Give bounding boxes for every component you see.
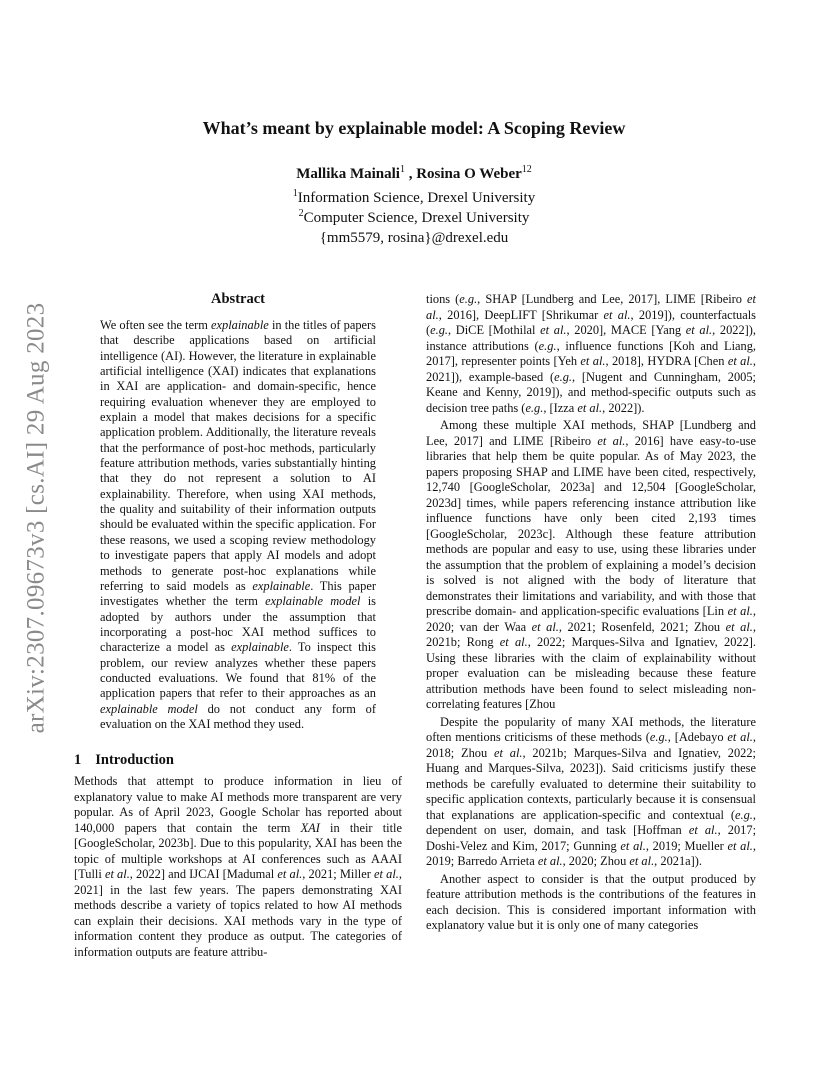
body-emphasis: et al. — [577, 400, 603, 415]
body-emphasis: e.g. — [538, 338, 557, 353]
abstract-emphasis: explainable — [231, 640, 289, 655]
body-emphasis: e.g. — [649, 730, 668, 744]
body-emphasis: et al. — [104, 867, 130, 881]
body-emphasis: et al. — [531, 619, 559, 634]
abstract-text: in the titles of papers that describe applications based on artificial intelligence (AI). However, the literature in explainable artificial intelligence (XAI) indicates that explanations in XAI are application- and domain-specific, hence requiring evaluation whenever they are employed to explain a model that makes decisions for a specific application problem. Additionally, the literature reveals that the performance of post-hoc methods, particularly feature attribution methods, varies substantially hinting that they do not represent a solution to AI explainability. Therefore, when using XAI methods, the quality and suitability of their information outputs should be evaluated within the specific application. For these reasons, we used a scoping review methodology to investigate papers that apply AI models and adopt methods to generate post-hoc explanations while referring to said models as — [100, 318, 376, 593]
affiliation-1 — [0, 188, 828, 207]
body-text: , influence functions [Koh and Liang, 2017], representer points [Yeh — [426, 338, 756, 368]
body-text: , [Adebayo — [667, 730, 728, 744]
abstract-emphasis: explainable — [252, 578, 311, 593]
section-heading-introduction — [74, 752, 174, 769]
author-2-affiliation-mark: 12 — [521, 164, 532, 175]
paper-title: What’s meant by explainable model: A Scoping Review — [202, 118, 626, 138]
affiliation-2-mark: 2 — [298, 208, 304, 219]
body-emphasis: et al. — [597, 433, 626, 448]
body-emphasis: et al. — [426, 292, 756, 322]
body-text: , 2018], HYDRA [Chen — [605, 354, 728, 368]
body-text: , 2021; Miller — [302, 867, 375, 881]
body-emphasis: et al. — [494, 745, 523, 760]
body-emphasis: et al. — [727, 730, 753, 744]
body-text: , 2022]). — [602, 400, 645, 415]
body-text: , 2021]), example-based ( — [426, 354, 757, 384]
body-emphasis: et al. — [537, 854, 563, 868]
abstract-heading: Abstract — [211, 291, 265, 307]
author-1-affiliation-mark: 1 — [399, 164, 405, 175]
abstract-text: do not conduct any form of evaluation on the XAI method they used. — [100, 701, 376, 731]
abstract-text: . To inspect this problem, our review analyzes whether these papers conducted evaluations. We found that 81% of the application papers that refer to their approaches as an — [100, 640, 376, 701]
body-emphasis: e.g. — [554, 369, 572, 384]
abstract-text: is adopted by authors under the assumption that incorporating a post-hoc XAI method suffices to characterize a model as — [100, 594, 376, 655]
author-1-name: Mallika Mainali — [296, 166, 400, 182]
body-text: , [Nugent and Cunningham, 2005; Keane and Kenny, 2019]), and method-specific outputs such as decision tree paths ( — [426, 369, 756, 415]
body-text: , 2021; Rosenfeld, 2021; Zhou — [558, 619, 726, 634]
body-emphasis: XAI — [300, 820, 320, 835]
affiliation-1-text: Information Science, Drexel University — [297, 190, 536, 206]
body-emphasis: et al. — [580, 354, 606, 368]
body-text: , 2022]), instance attributions ( — [426, 323, 757, 353]
body-emphasis: et al. — [727, 354, 753, 368]
body-text: , 2020; van der Waa — [426, 604, 757, 634]
right-paragraph-3 — [426, 715, 756, 870]
body-emphasis: et al. — [727, 838, 753, 853]
body-text: , 2016] have easy-to-use libraries that help them be quite popular. As of May 2023, the papers proposing SHAP and LIME have been cited, respectively, 12,740 [GoogleScholar, 2023a] and 12,504 [GoogleScholar, 2023d] times, while papers referencing instance attribution like influence functions have only been cited 2,193 times [GoogleScholar, 2023c]. Although these feature attribution methods are popular and easy to use, using these libraries under the assumption that the problem of explaining a model’s decision is solved is not aligned with the body of literature that demonstrates their limitations and variability, and with those that prescribe domain- and application-specific evaluations [Lin — [426, 433, 756, 618]
body-text: , 2019; Barredo Arrieta — [426, 838, 756, 868]
body-text: , 2021b; Marques-Silva and Ignatiev, 2022; Huang and Marques-Silva, 2023]). Said criticisms justify these methods be carefully evaluated to determine their suitability to specific application contexts, particularly because it is consensual that explanations are application-specific and contextual ( — [426, 745, 756, 822]
body-text: , 2016], DeepLIFT [Shrikumar — [438, 307, 604, 322]
author-line — [0, 164, 828, 183]
body-text: , 2020; Zhou — [562, 854, 630, 868]
body-emphasis: et al. — [725, 619, 753, 634]
body-emphasis: et al. — [374, 867, 399, 881]
body-emphasis: et al. — [499, 635, 528, 649]
author-separator: , — [404, 166, 417, 182]
body-text: , DiCE [Mothilal — [448, 323, 541, 337]
body-text: , 2022] and IJCAI [Madumal — [129, 867, 278, 881]
abstract-emphasis: explainable model — [100, 701, 198, 716]
body-emphasis: e.g. — [525, 400, 544, 415]
body-text: Despite the popularity of many XAI methods, the literature often mentions criticisms of these methods ( — [426, 714, 756, 744]
right-paragraph-1 — [426, 292, 756, 416]
abstract-emphasis: explainable model — [265, 594, 361, 609]
author-email: {mm5579, rosina}@drexel.edu — [319, 230, 509, 246]
body-text: , dependent on user, domain, and task [Hoffman — [426, 807, 756, 837]
arxiv-identifier: arXiv:2307.09673v3 [cs.AI] 29 Aug 2023 — [22, 302, 50, 734]
body-emphasis: et al. — [688, 823, 718, 837]
section-title: Introduction — [95, 752, 174, 768]
body-text: , [Izza — [543, 400, 578, 415]
body-text: , 2019]), counterfactuals ( — [426, 307, 756, 337]
body-emphasis: et al. — [603, 307, 631, 322]
introduction-body — [74, 774, 402, 960]
body-text: , 2018; Zhou — [426, 730, 756, 760]
arxiv-side-stamp — [14, 288, 58, 748]
abstract-body — [100, 318, 376, 732]
body-text: , 2020], MACE [Yang — [566, 323, 686, 337]
abstract-text: We often see the term — [100, 318, 211, 332]
body-emphasis: et al. — [685, 323, 713, 337]
abstract-text: . This paper investigates whether the term — [100, 578, 376, 609]
affiliation-1-mark: 1 — [292, 188, 298, 199]
body-emphasis: et al. — [540, 323, 567, 337]
affiliation-2 — [0, 208, 828, 227]
body-text: , SHAP [Lundberg and Lee, 2017], LIME [Ribeiro — [477, 292, 748, 306]
body-emphasis: et al. — [277, 867, 303, 881]
body-text: , 2022; Marques-Silva and Ignatiev, 2022]. Using these libraries with the claim of explainability without proper evaluation can be misleading because these feature attribution methods have been found to select misleading non-correlating features [Zhou — [426, 635, 757, 711]
body-text: Another aspect to consider is that the output produced by feature attribution methods is the contributions of the features in each decision. This is considered important information with explanatory value but it is only one of many categories — [426, 871, 756, 932]
affiliation-2-text: Computer Science, Drexel University — [303, 210, 530, 226]
abstract-emphasis: explainable — [211, 318, 269, 332]
body-emphasis: e.g. — [459, 292, 478, 306]
body-emphasis: e.g. — [430, 323, 449, 337]
body-text: , 2017; Doshi-Velez and Kim, 2017; Gunning — [426, 823, 757, 853]
body-text: , 2021b; Rong — [426, 619, 756, 649]
author-2-name: Rosina O Weber — [416, 166, 522, 182]
body-text: Among these multiple XAI methods, SHAP [Lundberg and Lee, 2017] and LIME [Ribeiro — [426, 418, 756, 448]
body-emphasis: e.g. — [735, 807, 753, 822]
introduction-paragraph — [74, 774, 402, 960]
right-column-body — [426, 292, 756, 934]
body-text: Methods that attempt to produce information in lieu of explanatory value to make AI methods more transparent are very popular. As of April 2023, Google Scholar has reported about 140,000 papers that contain the term — [74, 774, 402, 835]
right-paragraph-4 — [426, 872, 756, 934]
body-text: , 2021a]). — [654, 854, 702, 868]
body-emphasis: et al. — [620, 838, 646, 853]
body-text: tions ( — [426, 292, 460, 306]
body-emphasis: et al. — [629, 854, 655, 868]
body-emphasis: et al. — [727, 604, 753, 618]
body-text: , 2021] in the last few years. The papers demonstrating XAI methods describe a variety of topics related to how AI methods can explain their decisions. XAI methods vary in the type of information content they produce as output. The categories of information outputs are feature attribu- — [74, 867, 402, 959]
right-paragraph-2 — [426, 418, 756, 713]
body-text: in their title [GoogleScholar, 2023b]. Due to this popularity, XAI has been the topic of multiple workshops at AI conferences such as AAAI [Tulli — [74, 820, 402, 881]
body-text: , 2019; Mueller — [645, 838, 728, 853]
section-number: 1 — [74, 752, 82, 768]
